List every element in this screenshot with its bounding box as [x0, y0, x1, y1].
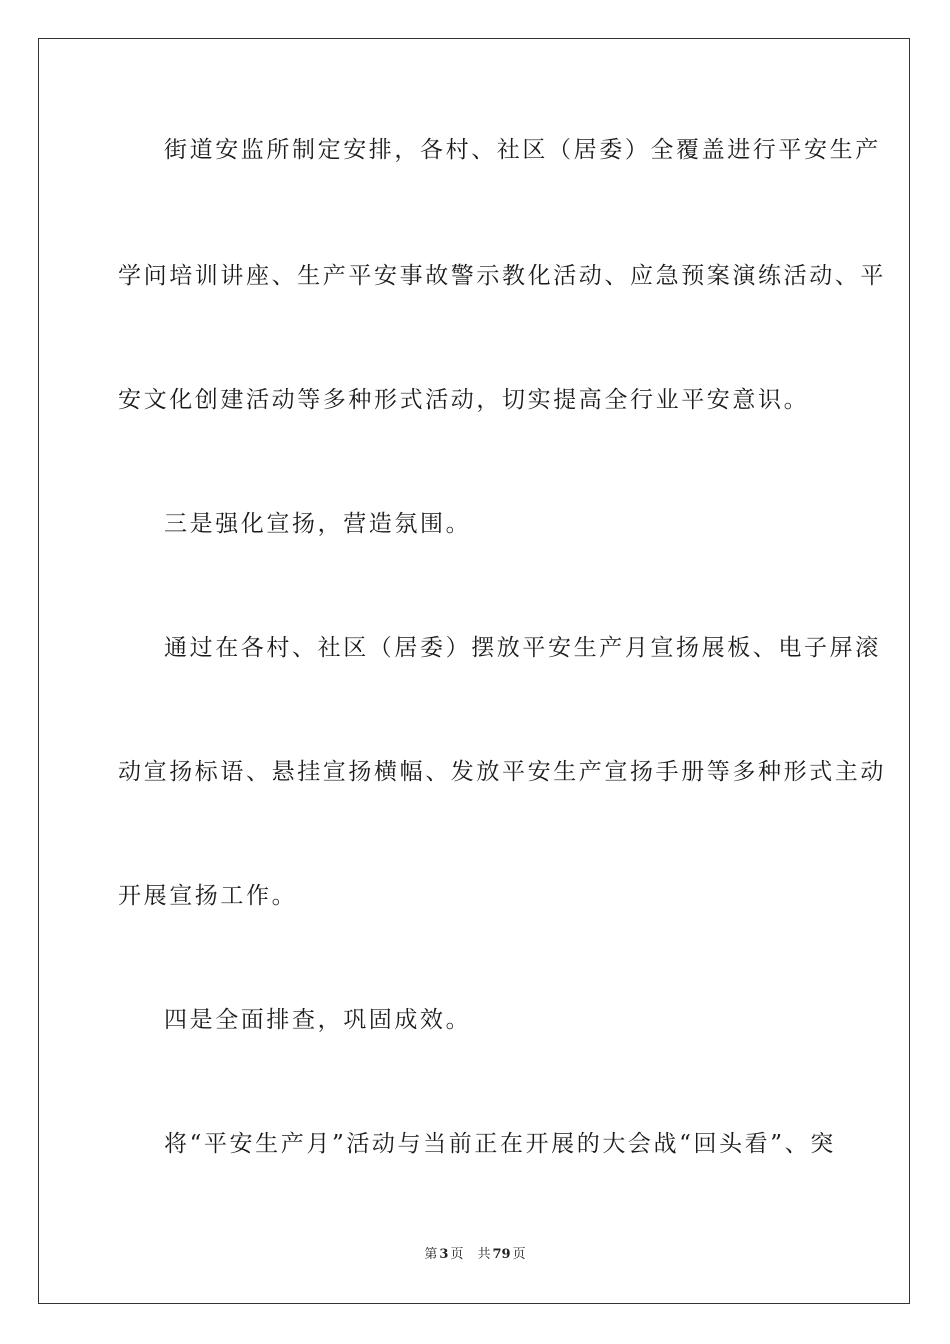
- page-prefix: 第: [424, 1247, 438, 1262]
- total-suffix: 页: [512, 1247, 526, 1262]
- page-border: [38, 38, 910, 1304]
- paragraph-line-2: 学问培训讲座、生产平安事故警示教化活动、应急预案演练活动、平: [118, 263, 886, 289]
- total-pages: 79: [492, 1247, 511, 1262]
- page-number: 3: [439, 1247, 449, 1262]
- paragraph-line-5: 通过在各村、社区（居委）摆放平安生产月宣扬展板、电子屏滚: [164, 635, 881, 661]
- total-prefix: 共: [477, 1247, 491, 1262]
- paragraph-line-3: 安文化创建活动等多种形式活动，切实提高全行业平安意识。: [118, 387, 810, 413]
- page-footer: [0, 1246, 950, 1264]
- paragraph-line-1: 街道安监所制定安排，各村、社区（居委）全覆盖进行平安生产: [164, 137, 881, 163]
- section-heading-4: 四是全面排查，巩固成效。: [164, 1007, 472, 1033]
- section-heading-3: 三是强化宣扬，营造氛围。: [164, 511, 472, 537]
- paragraph-line-9: 将“平安生产月”活动与当前正在开展的大会战“回头看”、突: [164, 1131, 836, 1157]
- page-suffix: 页: [450, 1247, 464, 1262]
- paragraph-line-7: 开展宣扬工作。: [118, 883, 298, 909]
- paragraph-line-6: 动宣扬标语、悬挂宣扬横幅、发放平安生产宣扬手册等多种形式主动: [118, 759, 886, 785]
